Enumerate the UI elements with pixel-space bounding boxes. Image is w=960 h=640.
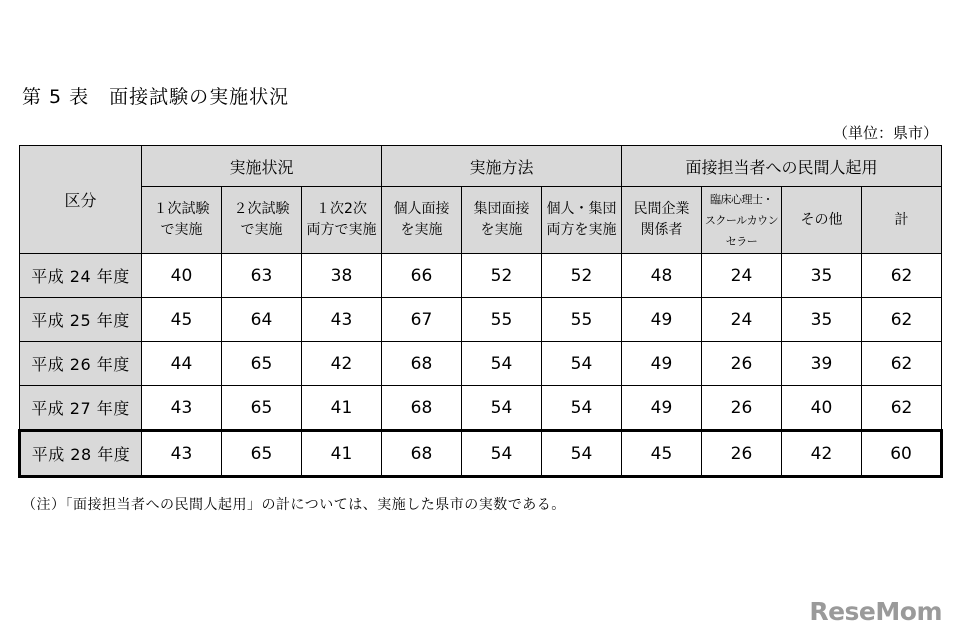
subheader: 集団面接 を実施 [462,187,542,254]
table-cell: 40 [142,254,222,298]
footnote: （注）「面接担当者への民間人起用」の計については、実施した県市の実数である。 [22,497,566,513]
table-cell: 60 [862,431,942,477]
row-label: 平成 27 年度 [20,386,142,431]
table-cell: 65 [222,431,302,477]
table-cell: 45 [142,298,222,342]
table-cell: 49 [622,386,702,431]
table-cell: 26 [702,431,782,477]
subheader: 民間企業 関係者 [622,187,702,254]
row-label: 平成 28 年度 [20,431,142,477]
table-cell: 45 [622,431,702,477]
row-label: 平成 26 年度 [20,342,142,386]
table-row [20,342,942,386]
table-cell: 65 [222,342,302,386]
subheader: その他 [782,187,862,254]
interview-table-container [18,145,940,478]
table-cell: 42 [782,431,862,477]
page-title: 第 5 表 面接試験の実施状況 [22,86,290,108]
table-cell: 62 [862,254,942,298]
table-cell: 39 [782,342,862,386]
table-cell: 35 [782,298,862,342]
table-cell: 54 [462,431,542,477]
table-cell: 41 [302,386,382,431]
table-cell: 52 [462,254,542,298]
table-cell: 55 [462,298,542,342]
table-cell: 54 [542,386,622,431]
subheader: 臨床心理士・ スクールカウンセラー [702,187,782,254]
table-cell: 54 [542,431,622,477]
table-cell: 26 [702,342,782,386]
subheader: 個人・集団 両方を実施 [542,187,622,254]
table-cell: 62 [862,298,942,342]
table-cell: 40 [782,386,862,431]
table-cell: 68 [382,342,462,386]
table-row [20,431,942,477]
table-cell: 24 [702,298,782,342]
interview-table [18,145,943,478]
table-cell: 62 [862,342,942,386]
table-cell: 41 [302,431,382,477]
row-label: 平成 24 年度 [20,254,142,298]
table-cell: 26 [702,386,782,431]
table-cell: 65 [222,386,302,431]
table-cell: 48 [622,254,702,298]
table-cell: 44 [142,342,222,386]
table-cell: 67 [382,298,462,342]
table-cell: 54 [462,386,542,431]
site-logo: ReseMom [809,597,942,626]
table-cell: 54 [542,342,622,386]
table-cell: 35 [782,254,862,298]
subheader: １次2次 両方で実施 [302,187,382,254]
subheader: ２次試験 で実施 [222,187,302,254]
subheader: １次試験 で実施 [142,187,222,254]
subheader: 計 [862,187,942,254]
table-cell: 54 [462,342,542,386]
table-cell: 68 [382,431,462,477]
table-cell: 43 [302,298,382,342]
group-header-status: 実施状況 [142,146,382,187]
table-cell: 64 [222,298,302,342]
table-row [20,254,942,298]
group-header-civilian: 面接担当者への民間人起用 [622,146,942,187]
unit-label: （単位：県市） [832,124,938,142]
corner-header: 区分 [20,146,142,254]
table-cell: 24 [702,254,782,298]
table-cell: 52 [542,254,622,298]
table-cell: 55 [542,298,622,342]
table-cell: 68 [382,386,462,431]
subheader: 個人面接 を実施 [382,187,462,254]
table-cell: 43 [142,431,222,477]
group-header-method: 実施方法 [382,146,622,187]
table-cell: 49 [622,298,702,342]
table-cell: 38 [302,254,382,298]
table-cell: 43 [142,386,222,431]
table-row [20,298,942,342]
table-cell: 62 [862,386,942,431]
table-cell: 63 [222,254,302,298]
table-cell: 66 [382,254,462,298]
table-row [20,386,942,431]
table-cell: 49 [622,342,702,386]
table-cell: 42 [302,342,382,386]
row-label: 平成 25 年度 [20,298,142,342]
